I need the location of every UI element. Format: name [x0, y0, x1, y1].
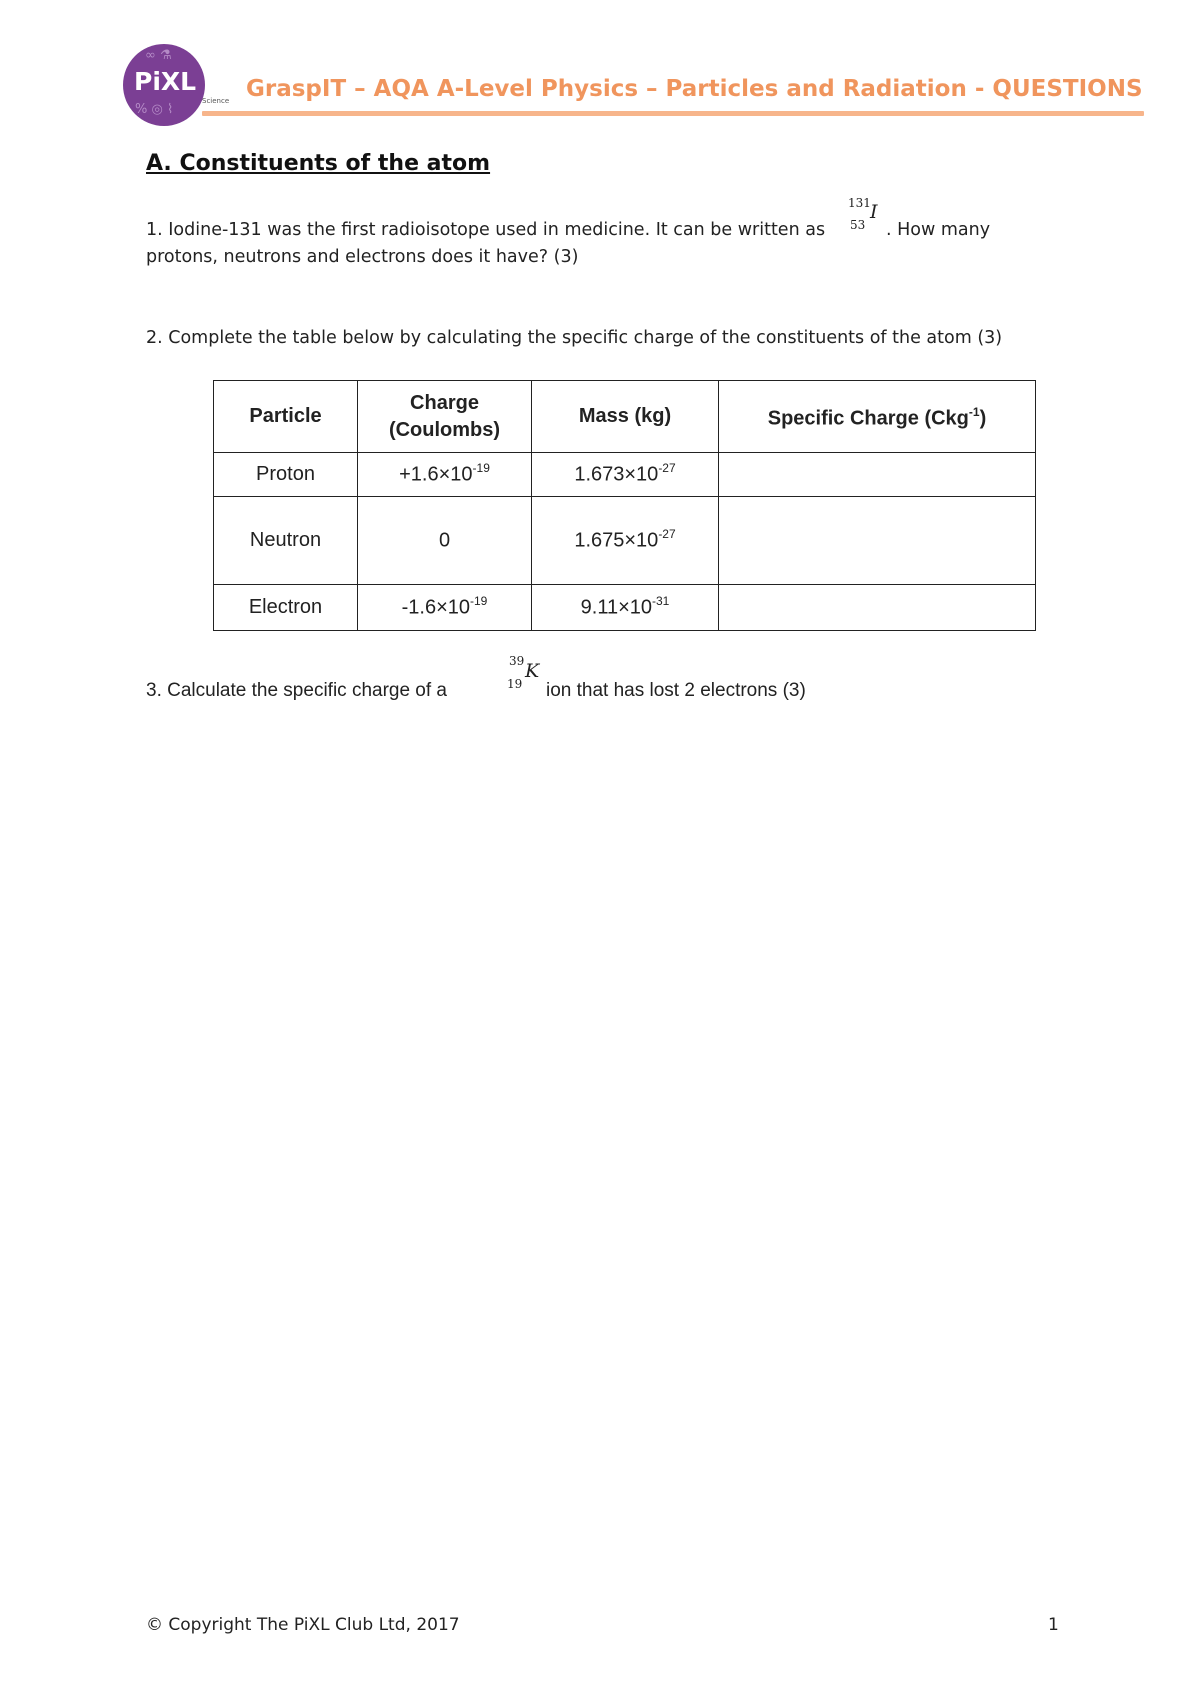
logo-subtext: Science	[202, 97, 230, 105]
table-header-row	[214, 381, 1036, 453]
cell-mass	[532, 585, 719, 631]
mass-base: 1.675×10	[574, 529, 659, 552]
cell-specific-charge[interactable]	[719, 585, 1036, 631]
isotope-mass-number: 131	[848, 196, 871, 210]
charge-exponent: -19	[472, 461, 490, 476]
question-1-line-1-end: . How many	[886, 220, 991, 240]
mass-exponent: -27	[658, 461, 676, 476]
table-row	[214, 585, 1036, 631]
isotope-potassium-39	[507, 654, 547, 700]
section-title: A. Constituents of the atom	[146, 151, 491, 176]
question-3-end: ion that has lost 2 electrons (3)	[546, 680, 806, 701]
specific-charge-table	[213, 380, 1036, 631]
cell-mass	[532, 497, 719, 585]
isotope-symbol: K	[525, 660, 540, 682]
charge-base: -1.6×10	[401, 596, 471, 619]
cell-particle: Electron	[214, 585, 358, 631]
cell-specific-charge[interactable]	[719, 453, 1036, 497]
cell-charge	[358, 453, 532, 497]
pixl-logo	[123, 44, 205, 126]
mass-base: 1.673×10	[574, 463, 659, 486]
page-header-title: GraspIT – AQA A-Level Physics – Particles and Radiation - QUESTIONS	[246, 76, 1143, 102]
header-divider	[202, 111, 1144, 116]
header-charge-line-1: Charge	[410, 391, 479, 414]
cell-particle: Proton	[214, 453, 358, 497]
question-3-start: 3. Calculate the specific charge of a	[146, 680, 448, 701]
charge-base: +1.6×10	[399, 463, 473, 486]
cell-charge	[358, 585, 532, 631]
mass-exponent: -27	[658, 527, 676, 542]
isotope-atomic-number: 53	[850, 218, 866, 232]
cell-particle: Neutron	[214, 497, 358, 585]
header-specific-charge	[719, 381, 1036, 453]
isotope-mass-number: 39	[509, 654, 525, 668]
header-specific-text: Specific Charge (Ckg	[767, 407, 969, 430]
question-1-line-1-start: 1. Iodine-131 was the first radioisotope used in medicine. It can be written as	[146, 220, 826, 240]
mass-base: 9.11×10	[580, 596, 653, 619]
charge-exponent: -19	[470, 594, 488, 609]
header-charge-line-2: (Coulombs)	[388, 418, 501, 441]
isotope-atomic-number: 19	[507, 677, 523, 691]
cell-mass	[532, 453, 719, 497]
table-row	[214, 453, 1036, 497]
logo-decoration-icon: ∞ ⚗	[145, 48, 172, 63]
cell-specific-charge[interactable]	[719, 497, 1036, 585]
header-specific-sup: -1	[968, 405, 980, 420]
charge-base: 0	[438, 529, 451, 552]
question-2: 2. Complete the table below by calculating the specific charge of the constituents of the atom (3)	[146, 328, 1003, 348]
question-1-line-2: protons, neutrons and electrons does it have? (3)	[146, 247, 579, 267]
header-charge	[358, 381, 532, 453]
isotope-iodine-131	[846, 196, 886, 238]
logo-decoration-icon: % ◎ ⌇	[135, 102, 174, 117]
footer-copyright: © Copyright The PiXL Club Ltd, 2017	[146, 1615, 460, 1635]
header-specific-close: )	[979, 407, 987, 430]
isotope-symbol: I	[870, 201, 878, 223]
logo-text: PiXL	[134, 67, 197, 96]
page-number: 1	[1048, 1615, 1059, 1635]
header-mass: Mass (kg)	[532, 381, 719, 453]
header-particle: Particle	[214, 381, 358, 453]
mass-exponent: -31	[652, 594, 670, 609]
cell-charge	[358, 497, 532, 585]
table-row	[214, 497, 1036, 585]
